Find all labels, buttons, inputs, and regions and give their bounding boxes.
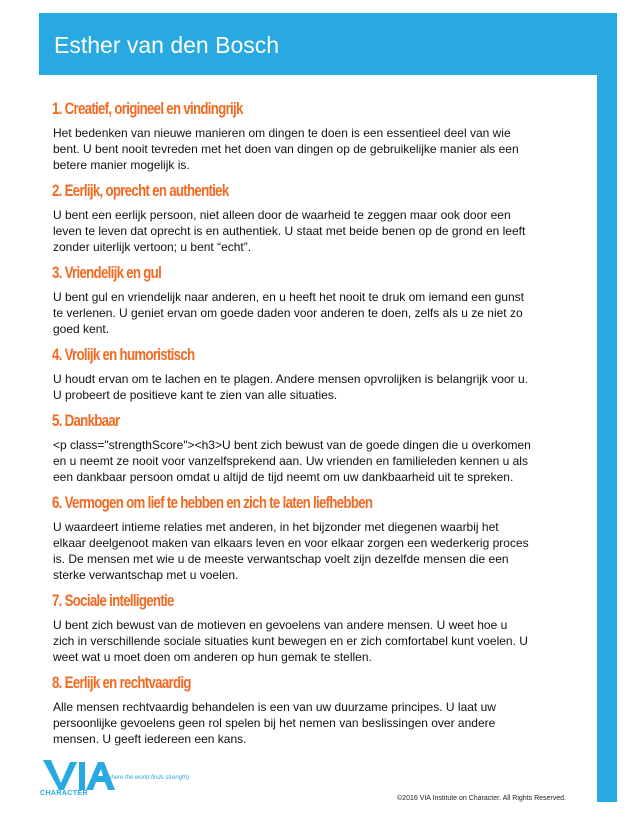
strength-title: 7. Sociale intelligentie xyxy=(52,591,174,610)
strength-title: 6. Vermogen om lief te hebben en zich te laten liefhebben xyxy=(52,493,373,512)
strength-title: 2. Eerlijk, oprecht en authentiek xyxy=(52,181,229,200)
strength-title: 1. Creatief, origineel en vindingrijk xyxy=(52,99,243,118)
strength-description: U houdt ervan om te lachen en te plagen. Andere mensen opvrolijken is belangrijk voor u. U probeert de positieve kant te zien van alle situaties. xyxy=(53,372,528,402)
strength-title: 4. Vrolijk en humoristisch xyxy=(52,345,195,364)
strength-description: U bent een eerlijk persoon, niet alleen door de waarheid te zeggen maar ook door een leven te leven dat oprecht is en authentiek. U staat met beide benen op de grond en leeft zonder uiterlijk vertoon; u bent “echt”. xyxy=(53,208,526,254)
strength-4 xyxy=(52,345,574,403)
strength-description: U bent gul en vriendelijk naar anderen, en u heeft het nooit te druk om iemand een gunst te verlenen. U geniet ervan om goede daden voor anderen te doen, zelfs als u ze niet zo goed kent. xyxy=(53,290,524,336)
strength-8 xyxy=(52,673,574,747)
copyright-text: ©2016 VIA Institute on Character. All Rights Reserved. xyxy=(397,795,566,802)
logo-tagline: (where the world finds strength) xyxy=(105,775,190,781)
strength-title: 8. Eerlijk en rechtvaardig xyxy=(52,673,191,692)
strength-7 xyxy=(52,591,574,665)
strength-description: <p class="strengthScore"><h3>U bent zich bewust van de goede dingen die u overkomen en u neemt ze nooit voor vanzelfsprekend aan. Uw vrienden en familieleden kennen u als een dankbaar persoon omdat u altijd de tijd neemt om uw dankbaarheid uit te spreken. xyxy=(53,438,531,484)
strength-description: U bent zich bewust van de motieven en gevoelens van andere mensen. U weet hoe u zich in verschillende sociale situaties kunt bewegen en er zich comfortabel kunt voelen. U weet wat u moet doen om anderen op hun gemak te stellen. xyxy=(53,618,528,664)
strength-2 xyxy=(52,181,574,255)
strength-5 xyxy=(52,411,574,485)
strength-description: U waardeert intieme relaties met anderen, in het bijzonder met diegenen waarbij het elkaar deelgenoot maken van elkaars leven en voor elkaar zorgen een wederkerig proces is. De mensen met wie u de meeste verwantschap voelt zijn dezelfde mensen die een sterke verwantschap met u voelen. xyxy=(53,520,529,582)
strength-title: 5. Dankbaar xyxy=(52,411,120,430)
strength-6 xyxy=(52,493,574,583)
strength-1 xyxy=(52,99,574,173)
right-side-bar xyxy=(597,75,617,802)
strength-description: Het bedenken van nieuwe manieren om dingen te doen is een essentieel deel van wie bent. U bent nooit tevreden met het doen van dingen op de gebruikelijke manier als een betere manier mogelijk is. xyxy=(53,126,519,172)
strength-title: 3. Vriendelijk en gul xyxy=(52,263,162,282)
page-title: Esther van den Bosch xyxy=(54,32,280,58)
logo-wordmark: CHARACTER xyxy=(40,790,88,797)
strength-3 xyxy=(52,263,574,337)
strengths-list xyxy=(52,99,574,755)
strength-description: Alle mensen rechtvaardig behandelen is een van uw duurzame principes. U laat uw persoonlijke gevoelens geen rol spelen bij het nemen van beslissingen over andere mensen. U geeft iedereen een kans. xyxy=(53,700,496,746)
